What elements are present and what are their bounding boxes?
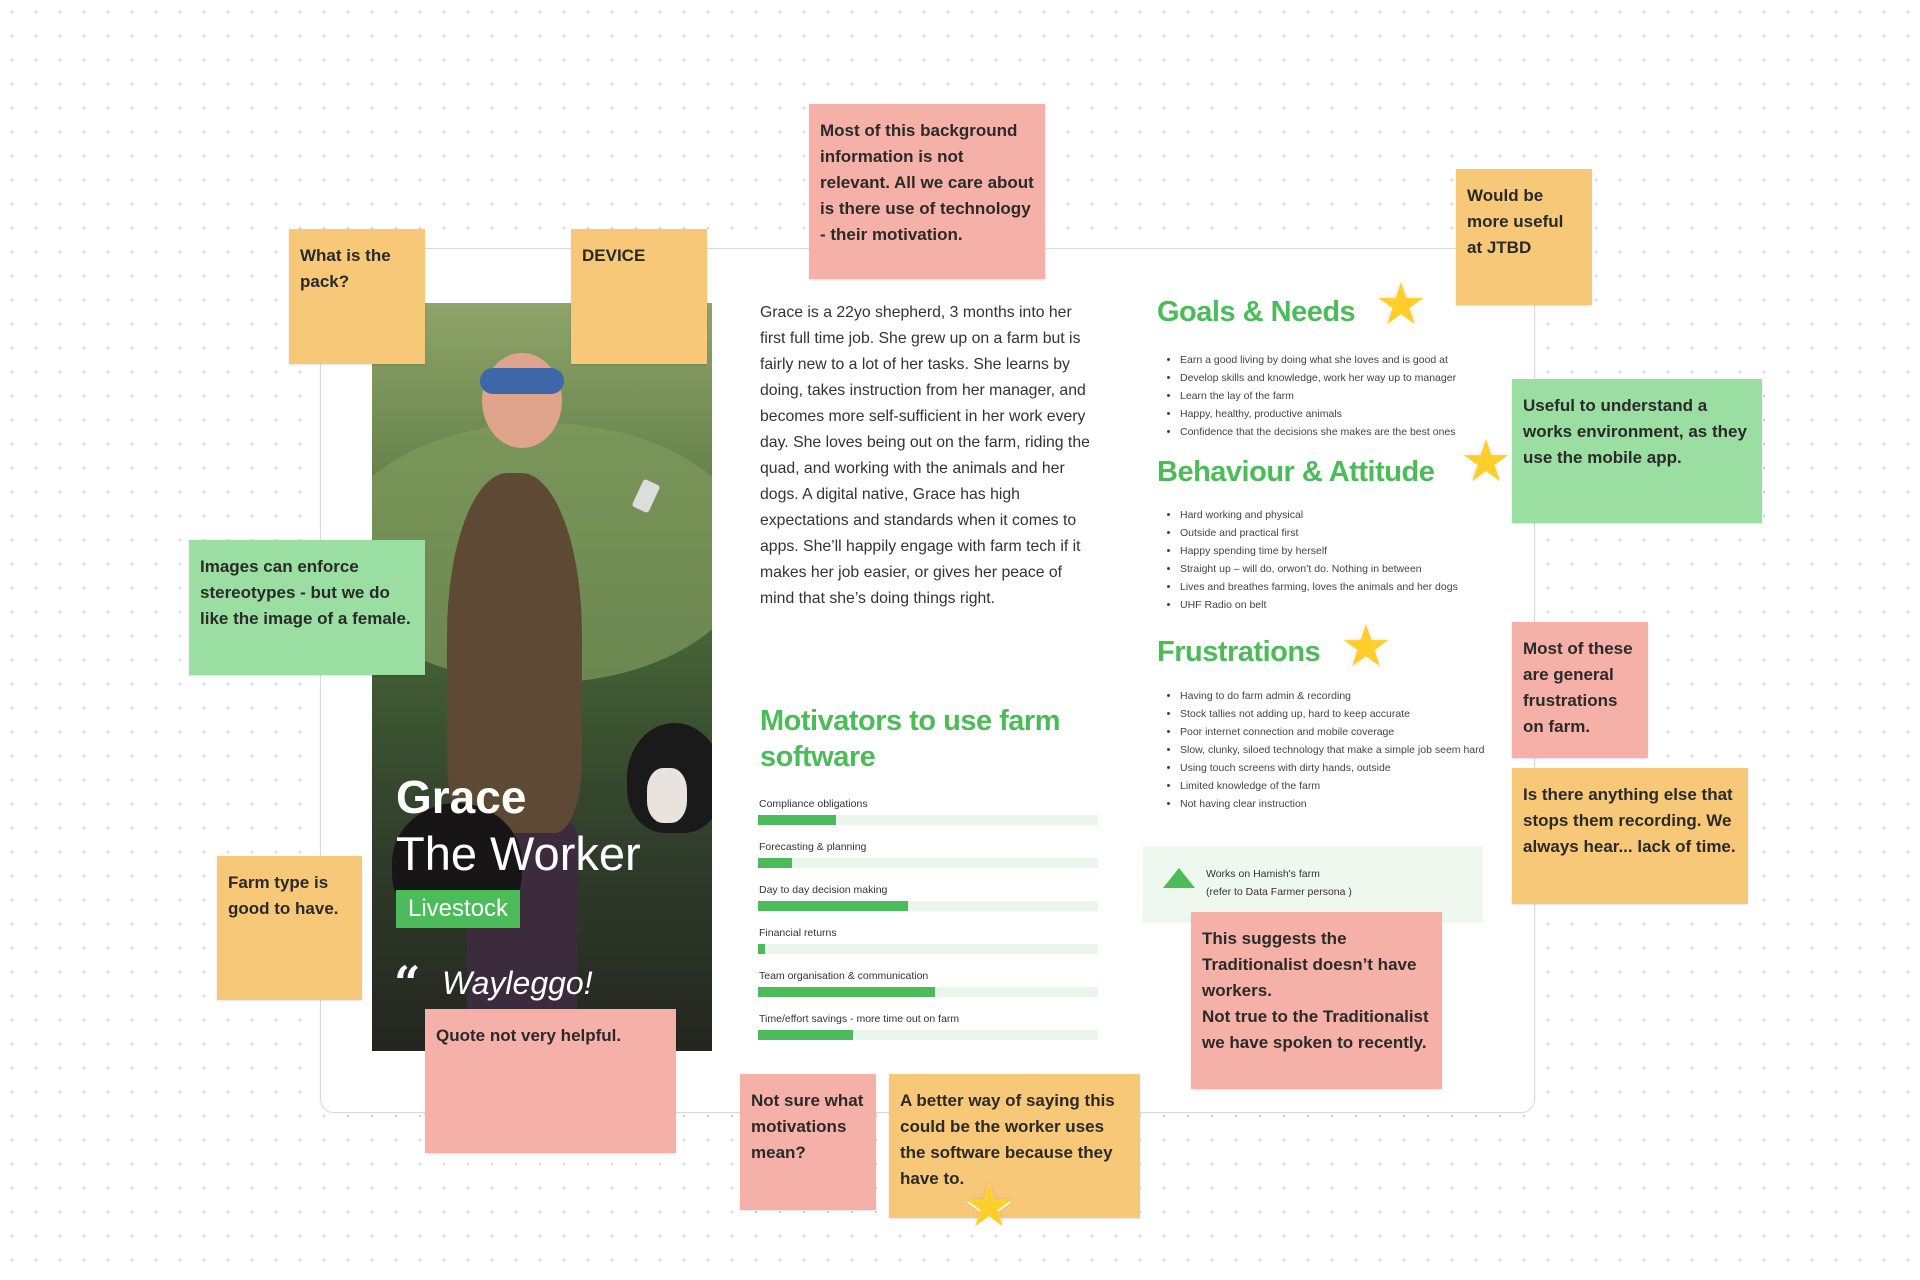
star-icon[interactable]: ★	[1375, 272, 1427, 337]
motivator-bar-fill	[758, 901, 908, 911]
motivator-bar-fill	[758, 944, 765, 954]
list-item: • Stock tallies not adding up, hard to keep accurate	[1180, 705, 1510, 723]
motivator-label: Day to day decision making	[759, 884, 888, 896]
persona-first-name: Grace	[396, 771, 527, 823]
behaviour-title: Behaviour & Attitude	[1157, 456, 1435, 488]
motivator-label: Team organisation & communication	[759, 970, 929, 982]
list-item: • Happy, healthy, productive animals	[1180, 405, 1500, 423]
motivator-bar-track	[758, 815, 1098, 825]
motivator-bar-track	[758, 1030, 1098, 1040]
list-item: • Using touch screens with dirty hands, outside	[1180, 759, 1510, 777]
list-item: • Slow, clunky, siloed technology that make a simple job seem hard	[1180, 741, 1510, 759]
list-item: • Having to do farm admin & recording	[1180, 687, 1510, 705]
motivator-label: Forecasting & planning	[759, 841, 867, 853]
sticky-note-anything-else[interactable]: Is there anything else that stops them recording. We always hear... lack of time.	[1512, 768, 1748, 904]
motivator-label: Time/effort savings - more time out on farm	[759, 1013, 960, 1025]
star-icon[interactable]: ★	[963, 1174, 1015, 1239]
sticky-note-farm-type[interactable]: Farm type is good to have.	[217, 856, 362, 1000]
sticky-note-environment[interactable]: Useful to understand a works environment, as they use the mobile app.	[1512, 379, 1762, 523]
motivators-title: Motivators to use farm software	[760, 705, 1060, 773]
list-item: • Poor internet connection and mobile coverage	[1180, 723, 1510, 741]
motivator-label: Compliance obligations	[759, 798, 868, 810]
sticky-note-quote[interactable]: Quote not very helpful.	[425, 1009, 676, 1153]
motivator-bar-track	[758, 987, 1098, 997]
sticky-note-general-frustrations[interactable]: Most of these are general frustrations on farm.	[1512, 622, 1648, 758]
sticky-note-jtbd[interactable]: Would be more useful at JTBD	[1456, 169, 1592, 305]
persona-photo	[372, 303, 712, 1051]
list-item: • Not having clear instruction	[1180, 795, 1510, 813]
sticky-note-pack[interactable]: What is the pack?	[289, 229, 425, 364]
star-icon[interactable]: ★	[1460, 429, 1512, 494]
list-item: • Straight up – will do, orwon’t do. Nothing in between	[1180, 560, 1500, 578]
persona-quote: Wayleggo!	[442, 965, 593, 1001]
sticky-note-traditionalist[interactable]: This suggests the Traditionalist doesn’t have workers. Not true to the Traditionalist we have spoken to recently.	[1191, 912, 1442, 1089]
motivator-bar-fill	[758, 858, 792, 868]
list-item: • Learn the lay of the farm	[1180, 387, 1500, 405]
sticky-note-images[interactable]: Images can enforce stereotypes - but we do like the image of a female.	[189, 540, 425, 675]
star-icon[interactable]: ★	[1340, 614, 1392, 679]
farm-note-line2: (refer to Data Farmer persona )	[1206, 886, 1352, 898]
list-item: • Outside and practical first	[1180, 524, 1500, 542]
goals-list	[1162, 351, 1500, 441]
motivator-bar-track	[758, 901, 1098, 911]
sticky-note-background[interactable]: Most of this background information is not relevant. All we care about is there use of technology - their motivation.	[809, 104, 1045, 279]
quote-mark-icon: “	[394, 956, 421, 1010]
motivator-bar-fill	[758, 987, 935, 997]
behaviour-list	[1162, 506, 1500, 614]
frustrations-title: Frustrations	[1157, 636, 1321, 668]
motivator-label: Financial returns	[759, 927, 837, 939]
motivator-bar-track	[758, 944, 1098, 954]
motivator-bar-fill	[758, 815, 836, 825]
frustrations-list	[1162, 687, 1510, 813]
farm-note-line1: Works on Hamish's farm	[1206, 868, 1320, 880]
sticky-note-motivations[interactable]: Not sure what motivations mean?	[740, 1074, 876, 1210]
motivator-bar-track	[758, 858, 1098, 868]
farm-type-tag: Livestock	[396, 890, 520, 928]
list-item: • UHF Radio on belt	[1180, 596, 1500, 614]
persona-bio: Grace is a 22yo shepherd, 3 months into her first full time job. She grew up on a farm but is fairly new to a lot of her tasks. She learns by doing, takes instruction from her manager, and becomes more self-sufficient in her work every day. She loves being out on the farm, riding the quad, and working with the animals and her dogs. A digital native, Grace has high expectations and standards when it comes to apps. She’ll happily engage with farm tech if it makes her job easier, or gives her peace of mind that she’s doing things right.	[760, 304, 1090, 607]
motivator-bar-fill	[758, 1030, 853, 1040]
list-item: • Earn a good living by doing what she loves and is good at	[1180, 351, 1500, 369]
persona-role: The Worker	[396, 827, 641, 880]
goals-title: Goals & Needs	[1157, 296, 1356, 328]
list-item: • Lives and breathes farming, loves the animals and her dogs	[1180, 578, 1500, 596]
mountain-icon	[1163, 868, 1195, 888]
list-item: • Develop skills and knowledge, work her way up to manager	[1180, 369, 1500, 387]
sticky-note-device[interactable]: DEVICE	[571, 229, 707, 364]
list-item: • Limited knowledge of the farm	[1180, 777, 1510, 795]
list-item: • Happy spending time by herself	[1180, 542, 1500, 560]
list-item: • Confidence that the decisions she makes are the best ones	[1180, 423, 1500, 441]
list-item: • Hard working and physical	[1180, 506, 1500, 524]
sticky-note-better-way[interactable]: A better way of saying this could be the worker uses the software because they have to.	[889, 1074, 1140, 1218]
